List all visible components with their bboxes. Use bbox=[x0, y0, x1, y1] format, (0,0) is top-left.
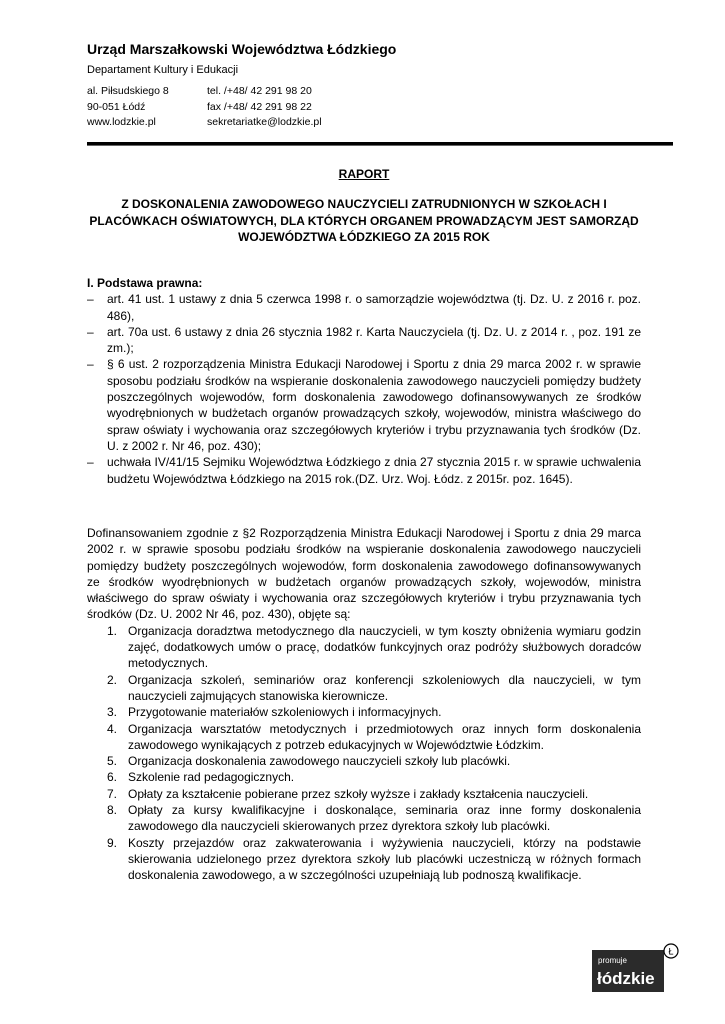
list-item-text: art. 41 ust. 1 ustawy z dnia 5 czerwca 1998 r. o samorządzie województwa (tj. Dz. U. z 2016 r. poz. 486), bbox=[107, 292, 641, 323]
list-item bbox=[87, 324, 641, 357]
email-link[interactable]: sekretariatke@lodzkie.pl bbox=[207, 116, 322, 128]
document-title: RAPORT bbox=[338, 167, 390, 181]
list-number: 4. bbox=[107, 721, 118, 736]
address-postal: 90-051 Łódź bbox=[87, 100, 146, 113]
funding-paragraph: Dofinansowaniem zgodnie z §2 Rozporządzenia Ministra Edukacji Narodowej i Sportu z dnia 29 marca 2002 r. w sprawie sposobu podziału środków na wspieranie doskonalenia zawodowego nauczycieli pomiędzy budżety poszczególnych wojewodów, form doskonalenia zawodowego dofinansowywanych ze środków wyodrębnionych w budżetach organów prowadzących szkoły, wojewodów, ministra właściwego do spraw oświaty i wychowania oraz szczegółowych kryteriów i trybu przyznawania tych środków (Dz. U. 2002 Nr 46, poz. 430), objęte są: bbox=[87, 526, 641, 622]
list-number: 5. bbox=[107, 754, 118, 769]
list-item bbox=[87, 721, 641, 754]
list-number: 2. bbox=[107, 672, 118, 687]
logo-badge-letter: Ł bbox=[668, 946, 674, 957]
list-item bbox=[87, 291, 641, 324]
phone-number: tel. /+48/ 42 291 98 20 bbox=[207, 85, 312, 97]
list-number: 1. bbox=[107, 623, 118, 638]
list-item-text: Opłaty za kształcenie pobierane przez szkoły wyższe i zakłady kształcenia nauczycieli. bbox=[128, 786, 589, 801]
list-item bbox=[87, 454, 641, 487]
dash-bullet: – bbox=[87, 357, 94, 372]
legal-basis-section bbox=[87, 275, 641, 487]
list-item bbox=[87, 802, 641, 835]
list-number: 6. bbox=[107, 770, 118, 785]
list-item bbox=[87, 786, 641, 802]
legal-basis-list bbox=[87, 291, 641, 487]
list-item-text: Przygotowanie materiałów szkoleniowych i informacyjnych. bbox=[128, 705, 442, 720]
list-item-text: Organizacja doskonalenia zawodowego nauczycieli szkoły lub placówki. bbox=[128, 754, 511, 769]
section-heading: I. Podstawa prawna: bbox=[87, 276, 203, 290]
list-item bbox=[87, 623, 641, 672]
dash-bullet: – bbox=[87, 292, 94, 307]
dash-bullet: – bbox=[87, 455, 94, 470]
funding-list bbox=[87, 623, 641, 884]
list-item-text: uchwała IV/41/15 Sejmiku Województwa Łódzkiego z dnia 27 stycznia 2015 r. w sprawie uchwalenia budżetu Województwa Łódzkiego na 2015 rok.(DZ. Urz. Woj. Łódz. z 2015r. poz. 1645). bbox=[107, 455, 641, 486]
list-item-text: Organizacja szkoleń, seminariów oraz konferencji szkoleniowych dla nauczycieli, w tym nauczycieli zajmujących stanowiska kierownicze. bbox=[128, 672, 641, 703]
funding-section bbox=[87, 525, 641, 884]
department-name: Departament Kultury i Edukacji bbox=[87, 64, 239, 76]
list-item-text: Organizacja doradztwa metodycznego dla nauczycieli, w tym koszty obniżenia wymiaru godzin zajęć, dodatkowych umów o pracę, dodatków funkcyjnych oraz podróży służbowych doradców metodycznych. bbox=[128, 623, 641, 671]
document-subtitle: Z DOSKONALENIA ZAWODOWEGO NAUCZYCIELI ZATRUDNIONYCH W SZKOŁACH I PLACÓWKACH OŚWIATOWYCH, DLA KTÓRYCH ORGANEM PROWADZĄCYM JEST SAMORZĄD WOJEWÓDZTWA ŁÓDZKIEGO ZA 2015 ROK bbox=[89, 197, 639, 244]
fax-number: fax /+48/ 42 291 98 22 bbox=[207, 100, 312, 113]
list-item-text: Koszty przejazdów oraz zakwaterowania i wyżywienia nauczycieli, którzy na podstawie skierowania udzielonego przez dyrektora szkoły lub placówki uczestniczą w różnych formach doskonalenia zawodowego, a w szczególności uzupełniają lub podnoszą kwalifikacje. bbox=[128, 835, 641, 883]
contact-block bbox=[207, 84, 322, 131]
org-name: Urząd Marszałkowski Województwa Łódzkiego bbox=[87, 41, 397, 57]
website-link[interactable]: www.lodzkie.pl bbox=[87, 116, 156, 128]
list-item-text: § 6 ust. 2 rozporządzenia Ministra Edukacji Narodowej i Sportu z dnia 29 marca 2002 r. w sprawie sposobu podziału środków na wspieranie doskonalenia zawodowego nauczycieli pomiędzy budżety poszczególnych wojewodów, form doskonalenia zawodowego dofinansowywanych ze środków wyodrębnionych w budżetach organów prowadzących szkoły, wojewodów, ministra właściwego do spraw oświaty i wychowania oraz szczegółowych kryteriów i trybu przyznawania tych środków (Dz. U. z 2002 r. Nr 46, poz. 430); bbox=[107, 357, 641, 453]
list-item-text: Opłaty za kursy kwalifikacyjne i doskonalące, seminaria oraz inne formy doskonalenia zawodowego dla nauczycieli skierowanych przez dyrektora szkoły lub placówki. bbox=[128, 803, 641, 834]
list-item-text: Szkolenie rad pedagogicznych. bbox=[128, 770, 295, 785]
list-item bbox=[87, 769, 641, 785]
list-item bbox=[87, 672, 641, 705]
header-divider bbox=[87, 142, 673, 146]
dash-bullet: – bbox=[87, 324, 94, 339]
list-number: 9. bbox=[107, 835, 118, 850]
list-item bbox=[87, 356, 641, 454]
list-number: 3. bbox=[107, 705, 118, 720]
list-item-text: art. 70a ust. 6 ustawy z dnia 26 stycznia 1982 r. Karta Nauczyciela (tj. Dz. U. z 2014 r. , poz. 191 ze zm.); bbox=[107, 324, 641, 356]
list-number: 8. bbox=[107, 803, 118, 818]
address-block bbox=[87, 84, 169, 131]
list-item bbox=[87, 835, 641, 884]
list-item bbox=[87, 704, 641, 720]
lodzkie-logo bbox=[592, 942, 680, 992]
logo-tagline: promuje bbox=[598, 956, 627, 965]
list-item bbox=[87, 753, 641, 769]
list-number: 7. bbox=[107, 786, 118, 801]
logo-wordmark: łódzkie bbox=[597, 969, 655, 988]
address-street: al. Piłsudskiego 8 bbox=[87, 85, 169, 97]
list-item-text: Organizacja warsztatów metodycznych i przedmiotowych oraz innych form doskonalenia zawodowego wynikających z potrzeb edukacyjnych w Województwie Łódzkim. bbox=[128, 721, 641, 752]
